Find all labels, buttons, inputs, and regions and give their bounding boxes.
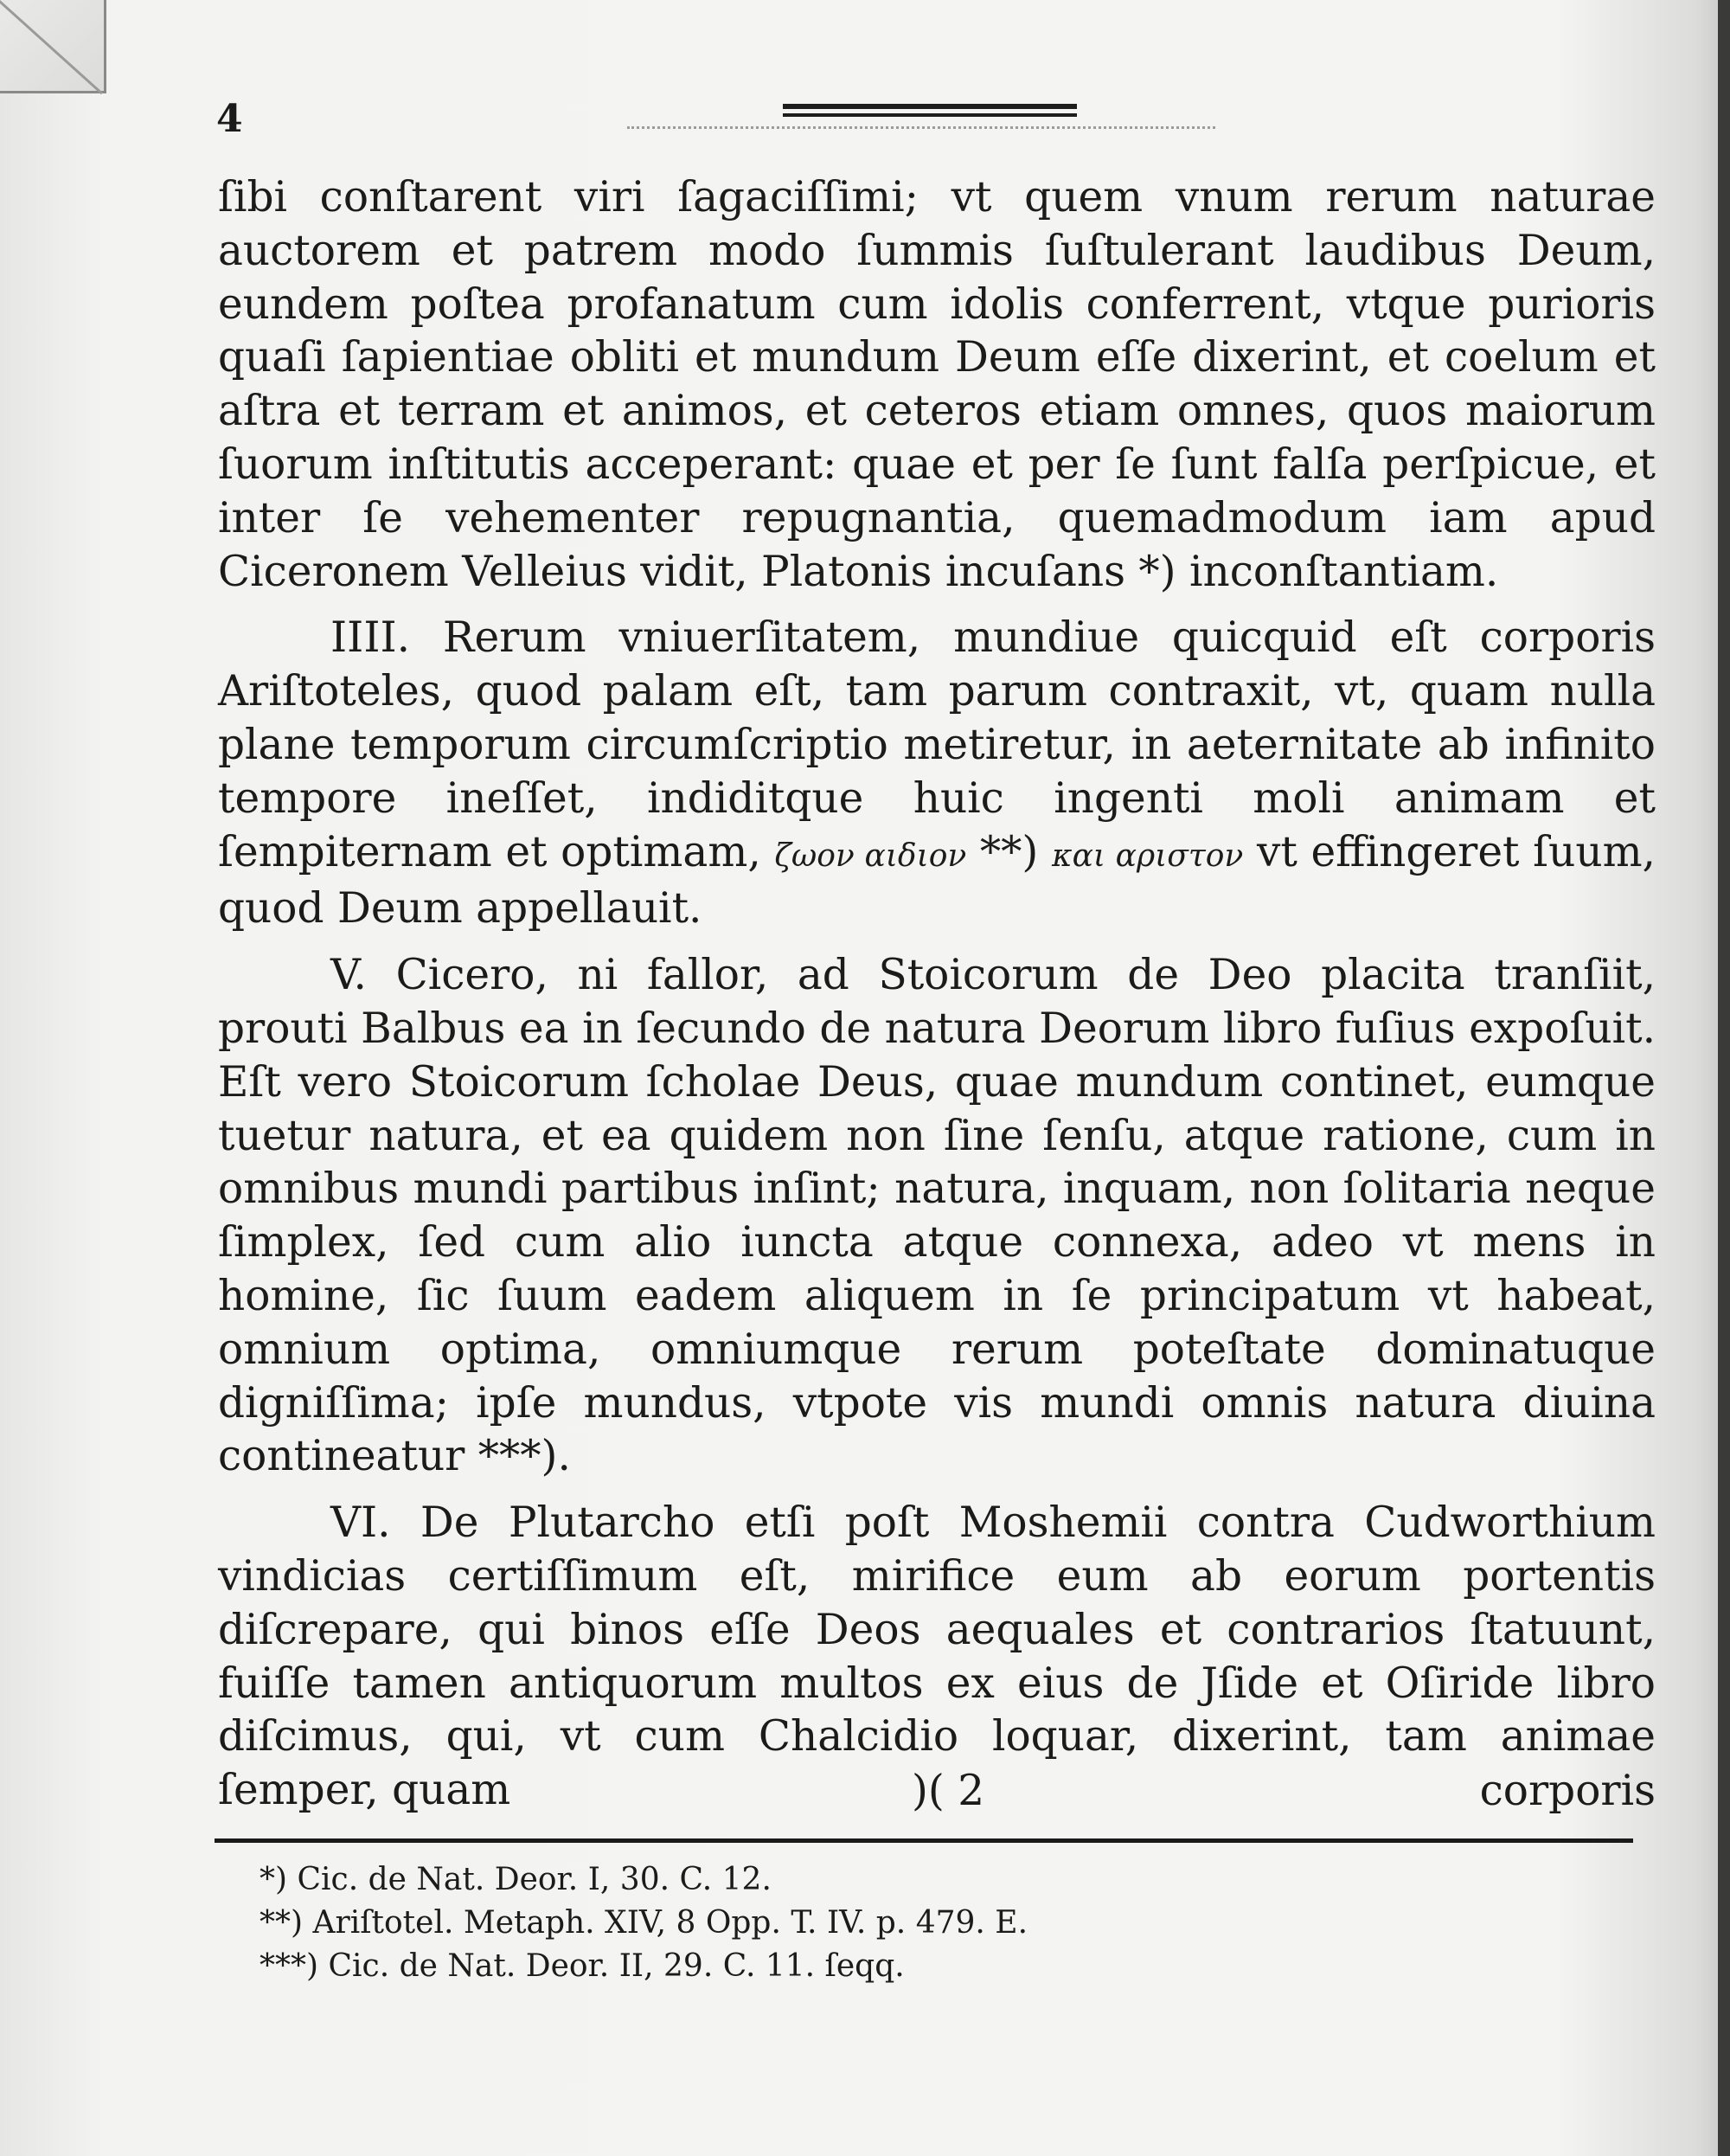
footnote: *) Cic. de Nat. Deor. I, 30. C. 12. [260,1862,772,1897]
paragraph-text: IIII. Rerum vniuerſitatem, mundiue quicquid eſt corporis Ariſtoteles, quod palam eſt, tam parum contraxit, vt, quam nulla plane temporum circumſcriptio metiretur, in aeternitate ab infinito tempore ineſſet, indiditque huic ingenti moli animam et ſempiternam et optimam, [218,613,1656,876]
greek-phrase: ζωον αιδιον [774,837,967,874]
paragraph-text: vt effingeret ſuum, quod Deum appellauit. [218,827,1656,934]
footnotes [260,1858,1028,1988]
signature-mark: )( 2 [912,1767,985,1815]
catchword: corporis [1479,1767,1656,1815]
footnote: ***) Cic. de Nat. Deor. II, 29. C. 11. ſeqq. [260,1948,905,1984]
footnote: **) Ariſtotel. Metaph. XIV, 8 Opp. T. IV. p. 479. E. [260,1905,1028,1941]
paragraph: V. Cicero, ni fallor, ad Stoicorum de Deo placita tranſiit, prouti Balbus ea in ſecundo de natura Deorum libro fuſius expoſuit. Eſt vero Stoicorum ſcholae Deus, quae mundum continet, eumque tuetur natura, et ea quidem non ſine ſenſu, atque ratione, cum in omnibus mundi partibus inſint; natura, inquam, non ſolitaria neque ſimplex, ſed cum alio iuncta atque connexa, adeo vt mens in homine, ſic ſuum eadem aliquem in ſe principatum vt habeat, omnium optima, omniumque rerum poteſtate dominatuque digniſſima; ipſe mundus, vtpote vis mundi omnis natura diuina contineatur ***). [218,951,1656,1481]
header-faint-rule [627,126,1215,134]
paragraph: VI. De Plutarcho etſi poſt Moshemii contra Cudworthium vindicias certiſſimum eſt, mirifice eum ab eorum portentis diſcrepare, qui binos eſſe Deos aequales et contrarios ſtatuunt, fuiſſe tamen antiquorum multos ex eius de Jſide et Oſiride libro diſcimus, qui, vt cum Chalcidio loquar, dixerint, tam animae ſemper, quam [218,1498,1656,1815]
header-ornament-rule [783,104,1077,123]
page-number: 4 [216,97,243,141]
footnote-marker: **) [979,827,1039,876]
footnote-rule [215,1838,1633,1843]
greek-phrase: και αριστον [1051,837,1244,874]
main-text-block [218,171,1656,1818]
paragraph [218,612,1656,936]
signature-line [218,1765,1656,1819]
page-edge-shadow [1718,0,1730,2156]
paragraph: ſibi conſtarent viri ſagaciſſimi; vt quem vnum rerum naturae auctorem et patrem modo ſummis ſuſtulerant laudibus Deum, eundem poſtea profanatum cum idolis conferrent, vtque purioris quaſi ſapientiae obliti et mundum Deum eſſe dixerint, et coelum et aſtra et terram et animos, et ceteros etiam omnes, quos maiorum ſuorum inſtitutis acceperant: quae et per ſe ſunt falſa perſpicue, et inter ſe vehementer repugnantia, quemadmodum iam apud Ciceronem Velleius vidit, Platonis incuſans *) inconſtantiam. [218,173,1656,596]
